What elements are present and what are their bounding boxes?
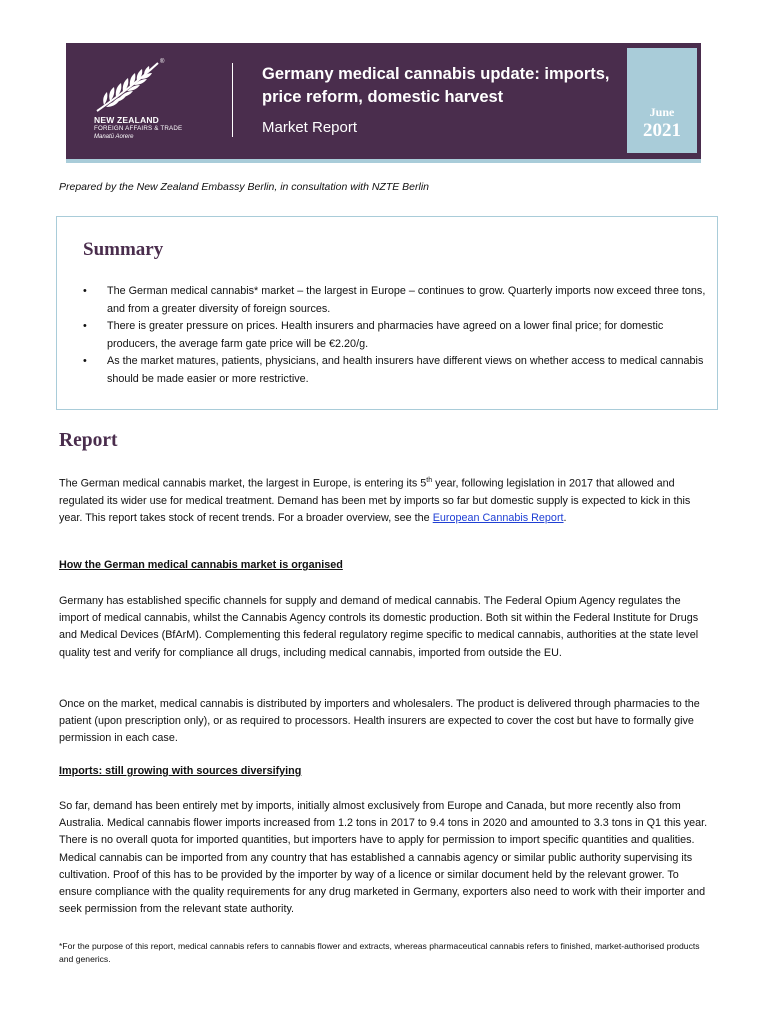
section1-paragraph-2: Once on the market, medical cannabis is distributed by importers and wholesalers. The product is delivered through pharmacies to the patient (upon prescription only), or as required to processors. Health insurers are expected to cover the cost but have to formally give permission in each case. bbox=[59, 698, 700, 745]
date-box bbox=[627, 48, 697, 153]
logo-ministry: FOREIGN AFFAIRS & TRADE bbox=[94, 125, 183, 132]
section2-paragraph-1: So far, demand has been entirely met by imports, initially almost exclusively from Europe and Canada, but more recently also from Australia. Medical cannabis flower imports increased from 1.2 tons in 2017 to 9.4 tons in 2020 and amounted to 3.3 tons in Q1 this year. There is no overall quota for imported quantities, but importers have to apply for permission to import specific quantities and qualities. Medical cannabis can be imported from any country that has established a cannabis agency or similar public authority supervising its cultivation. Proof of this has to be provided by the importer by way of a licence or similar document held by the relevant grower. To ensure compliance with the quality requirements for any drug marketed in Germany, exporters also need to work with their importer and seek permission from the relevant state authority. bbox=[59, 800, 708, 916]
section-heading-imports: Imports: still growing with sources diversifying bbox=[59, 765, 302, 777]
banner-accent-line bbox=[66, 159, 701, 163]
report-type: Market Report bbox=[262, 119, 358, 136]
registered-mark: ® bbox=[160, 59, 165, 65]
intro-end: . bbox=[563, 512, 567, 524]
footnote: *For the purpose of this report, medical cannabis refers to cannabis flower and extracts, whereas pharmaceutical cannabis refers to finished, market-authorised products and generics. bbox=[59, 941, 700, 964]
nz-mfat-logo bbox=[92, 59, 222, 149]
summary-list bbox=[83, 283, 713, 388]
european-cannabis-report-link[interactable]: European Cannabis Report bbox=[432, 512, 564, 524]
header-banner bbox=[66, 43, 701, 159]
ordinal-suffix: th bbox=[426, 477, 433, 484]
summary-bullet: • The German medical cannabis* market – the largest in Europe – continues to grow. Quarterly imports now exceed three tons, and from a greater diversity of foreign sources. bbox=[83, 283, 713, 318]
summary-box bbox=[56, 216, 718, 410]
logo-country: NEW ZEALAND bbox=[94, 115, 159, 125]
report-heading: Report bbox=[59, 430, 118, 451]
summary-heading: Summary bbox=[83, 239, 164, 260]
date-year: 2021 bbox=[643, 120, 681, 141]
summary-bullet: • There is greater pressure on prices. Health insurers and pharmacies have agreed on a lower final price; for domestic producers, the average farm gate price will be €2.20/g. bbox=[83, 318, 713, 353]
logo-maori-name: Manatū Aorere bbox=[94, 134, 134, 140]
intro-text: The German medical cannabis market, the largest in Europe, is entering its 5 bbox=[59, 477, 427, 490]
summary-bullet: • As the market matures, patients, physicians, and health insurers have different views on whether access to medical cannabis should be made easier or more restrictive. bbox=[83, 353, 713, 388]
intro-paragraph bbox=[59, 472, 709, 527]
intro-text-continued: year, following legislation in 2017 that allowed and regulated its wider use for medical treatment. Demand has been met by imports so far but domestic supply is expected to kick in this year. This report takes stock of recent trends. For a broader overview, see the bbox=[59, 477, 691, 524]
section-heading-market-organised: How the German medical cannabis market is organised bbox=[59, 559, 343, 571]
report-title: Germany medical cannabis update: imports, price reform, domestic harvest bbox=[262, 65, 610, 106]
section1-paragraph-1: Germany has established specific channels for supply and demand of medical cannabis. The Federal Opium Agency regulates the import of medical cannabis, whilst the Cannabis Agency controls its domestic production. Both sit within the Federal Institute for Drugs and Medical Devices (BfArM). Complementing this federal regulatory regime specific to medical cannabis, authorities at the state level quality test and verify for compliance all drugs, including medical cannabis, imported from outside the EU. bbox=[59, 595, 699, 659]
fern-icon bbox=[94, 61, 160, 113]
date-month: June bbox=[649, 105, 675, 119]
prepared-by: Prepared by the New Zealand Embassy Berlin, in consultation with NZTE Berlin bbox=[59, 181, 430, 193]
header-divider bbox=[232, 63, 233, 137]
